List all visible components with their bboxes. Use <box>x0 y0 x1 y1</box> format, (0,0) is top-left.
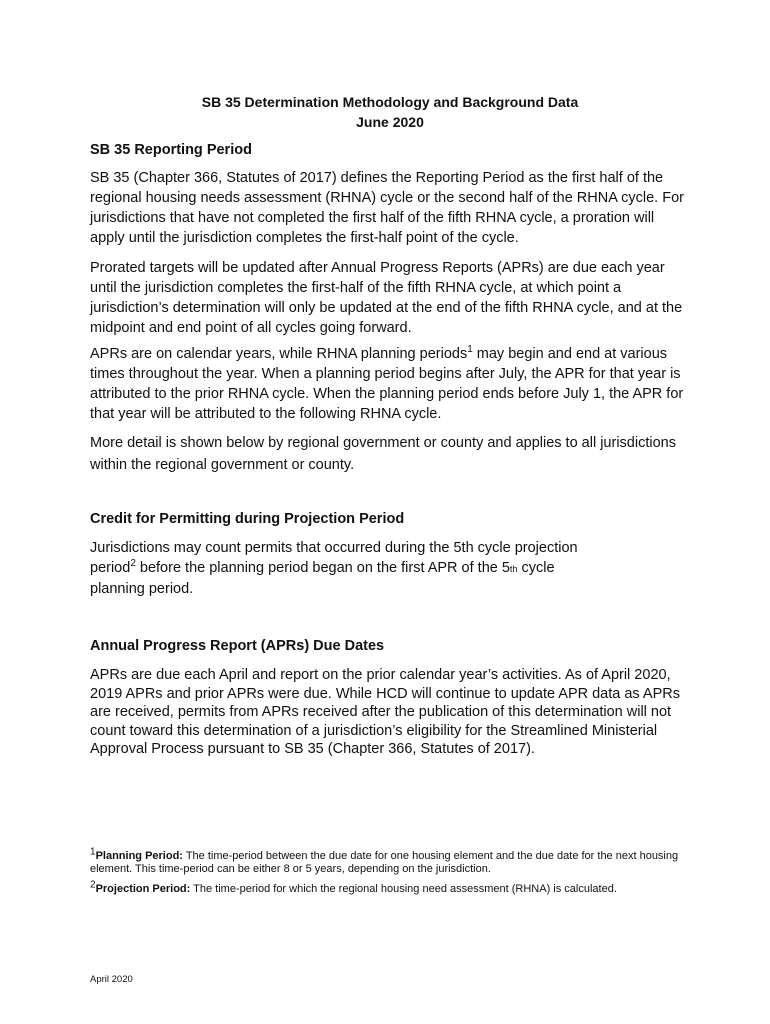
footnote-1-number: 1 <box>90 846 96 858</box>
heading-credit-permitting: Credit for Permitting during Projection Period <box>90 511 405 527</box>
title-block <box>90 92 690 132</box>
footnote-2-number: 2 <box>90 879 96 891</box>
document-title: SB 35 Determination Methodology and Background Data <box>201 94 579 110</box>
ordinal-suffix: th <box>509 564 518 574</box>
reporting-period-paragraph-2: Prorated targets will be updated after Annual Progress Reports (APRs) are due each year until the jurisdiction completes the first-half of the fifth RHNA cycle, at which point a jurisdiction’s determination will only be updated at the end of the fifth RHNA cycle, and at the midpoint and end point of all cycles going forward. <box>90 260 683 336</box>
reporting-period-paragraph-3 <box>90 344 690 424</box>
apr-due-dates-paragraph: APRs are due each April and report on the prior calendar year’s activities. As of April 2020, 2019 APRs and prior APRs were due. While HCD will continue to update APR data as APRs are received, permits from APRs received after the publication of this determination will not count toward this determination of a jurisdiction’s eligibility for the Streamlined Ministerial Approval Process pursuant to SB 35 (Chapter 366, Statutes of 2017). <box>90 667 680 757</box>
footnote-2 <box>90 879 680 896</box>
document-date: June 2020 <box>356 114 424 130</box>
credit-line-3: planning period. <box>90 581 194 597</box>
reporting-period-paragraph-4: More detail is shown below by regional government or county and applies to all jurisdictions within the regional government or county. <box>90 435 676 473</box>
footnote-2-text: The time-period for which the regional housing need assessment (RHNA) is calculated. <box>190 883 617 895</box>
footnote-1 <box>90 846 680 876</box>
heading-apr-due-dates: Annual Progress Report (APRs) Due Dates <box>90 638 385 654</box>
paragraph-3-start: APRs are on calendar years, while RHNA planning periods <box>90 346 468 362</box>
paragraph-3-end: may begin and end at various times throughout the year. When a planning period begins after July, the APR for that year is attributed to the prior RHNA cycle. When the planning period ends before July 1, the APR for that year will be attributed to the following RHNA cycle. <box>90 346 684 422</box>
credit-line-2: period$^2$ before the planning period began on the first APR of the 5th cycle <box>90 558 555 576</box>
footnote-2-term: Projection Period: <box>95 883 191 895</box>
reporting-period-paragraph-1: SB 35 (Chapter 366, Statutes of 2017) defines the Reporting Period as the first half of the regional housing needs assessment (RHNA) cycle or the second half of the RHNA cycle. For jurisdictions that have not completed the first half of the fifth RHNA cycle, a proration will apply until the jurisdiction completes the first-half point of the cycle. <box>90 170 684 246</box>
page-footer: April 2020 <box>90 974 133 985</box>
heading-reporting-period: SB 35 Reporting Period <box>90 142 252 158</box>
footnote-1-text: The time-period between the due date for one housing element and the due date for the next housing element. This time-period can be either 8 or 5 years, depending on the jurisdiction. <box>90 850 679 875</box>
credit-line-1: Jurisdictions may count permits that occurred during the 5th cycle projection <box>90 540 578 556</box>
credit-permitting-paragraph <box>90 538 690 599</box>
footnote-ref-2: 2 <box>130 558 136 570</box>
footnote-ref-1: 1 <box>467 344 473 356</box>
footnote-1-term: Planning Period: <box>95 850 183 862</box>
